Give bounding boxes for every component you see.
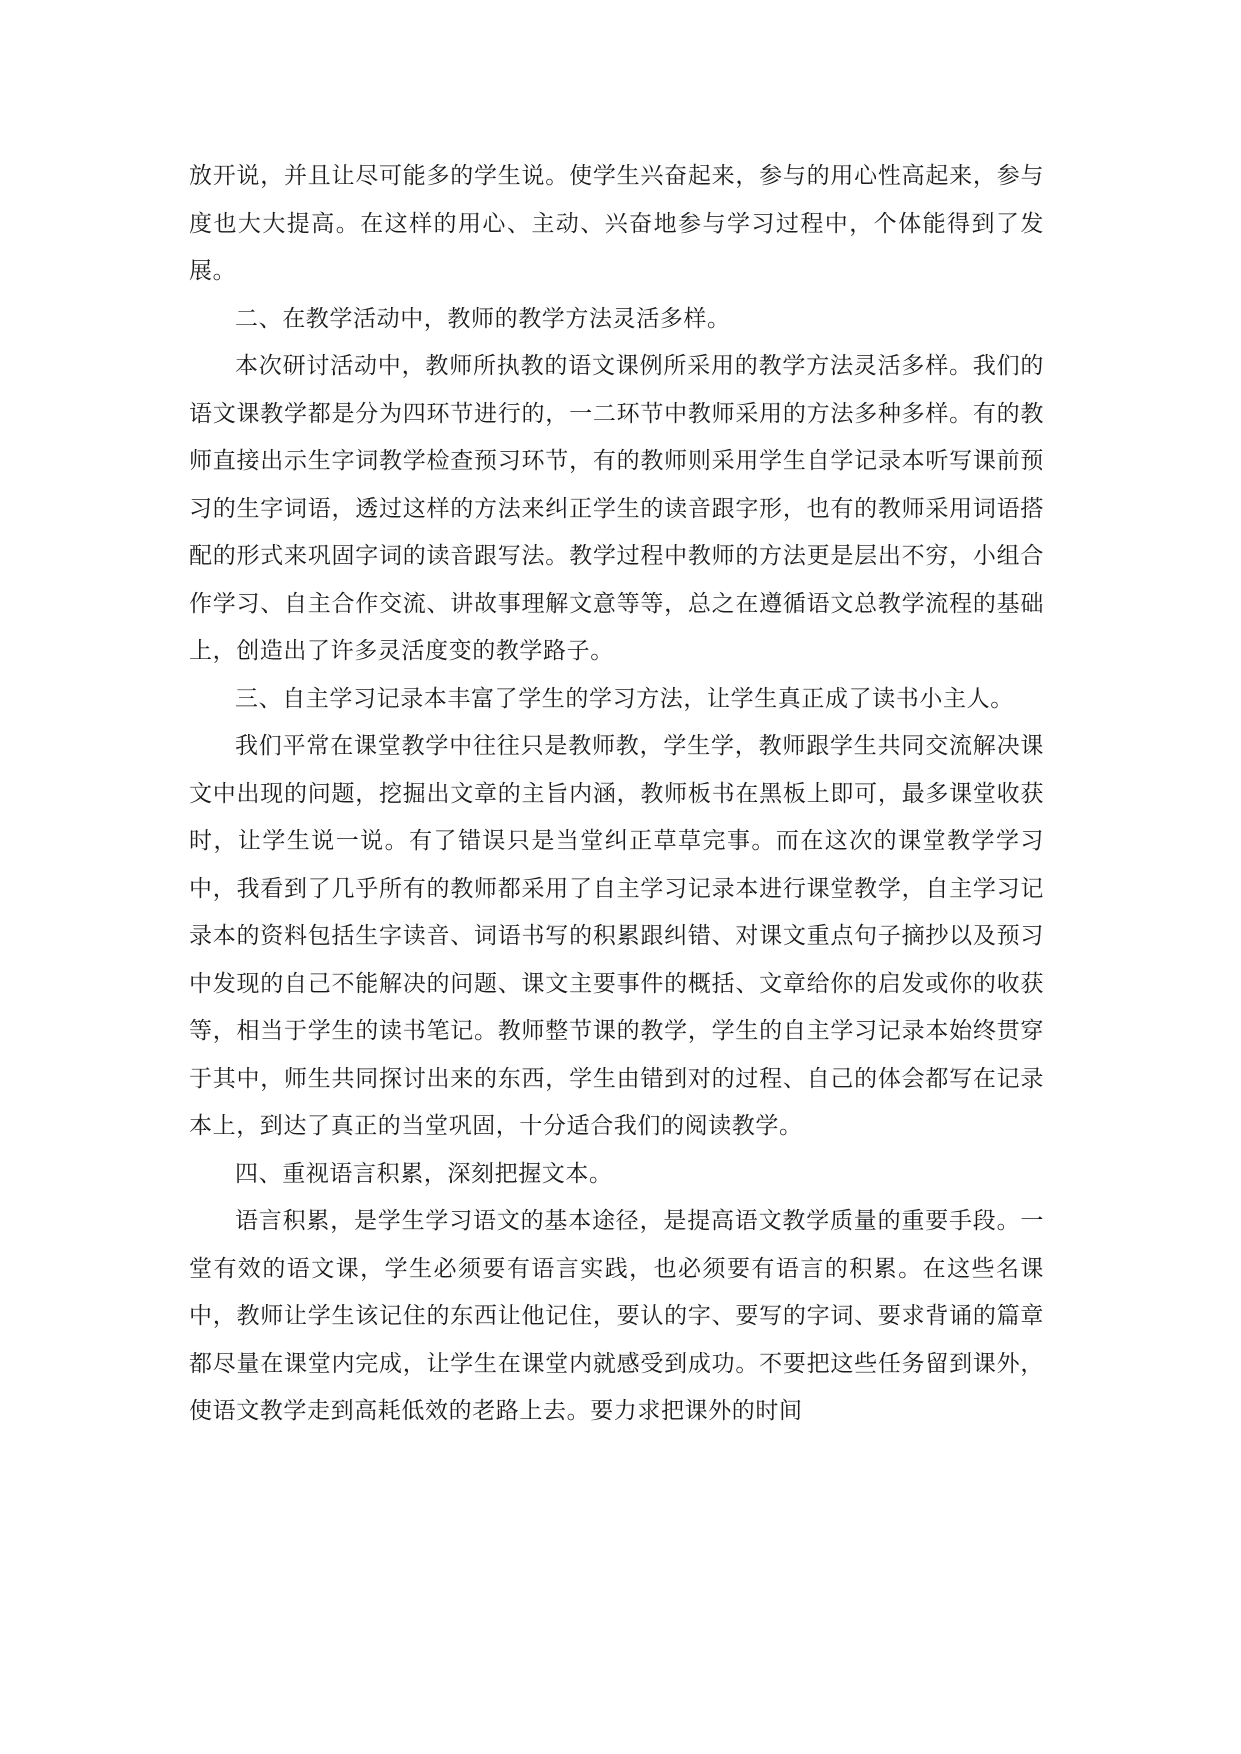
- paragraph-language-accumulation: 语言积累，是学生学习语文的基本途径，是提高语文教学质量的重要手段。一堂有效的语文课，学生必须要有语言实践，也必须要有语言的积累。在这些名课中，教师让学生该记住的东西让他记住，要认的字、要写的字词、要求背诵的篇章都尽量在课堂内完成，让学生在课堂内就感受到成功。不要把这些任务留到课外，使语文教学走到高耗低效的老路上去。要力求把课外的时间: [189, 1208, 1044, 1424]
- section-heading-3: 三、自主学习记录本丰富了学生的学习方法，让学生真正成了读书小主人。: [235, 685, 1014, 712]
- paragraph-study-notebook: 我们平常在课堂教学中往往只是教师教，学生学，教师跟学生共同交流解决课文中出现的问题，挖掘出文章的主旨内涵，教师板书在黑板上即可，最多课堂收获时，让学生说一说。有了错误只是当堂纠正草草完事。而在这次的课堂教学学习中，我看到了几乎所有的教师都采用了自主学习记录本进行课堂教学，自主学习记录本的资料包括生字读音、词语书写的积累跟纠错、对课文重点句子摘抄以及预习中发现的自己不能解决的问题、课文主要事件的概括、文章给你的启发或你的收获等，相当于学生的读书笔记。教师整节课的教学，学生的自主学习记录本始终贯穿于其中，师生共同探讨出来的东西，学生由错到对的过程、自己的体会都写在记录本上，到达了真正的当堂巩固，十分适合我们的阅读教学。: [189, 733, 1044, 1139]
- body-text: [189, 153, 1044, 1436]
- paragraph-continued: 放开说，并且让尽可能多的学生说。使学生兴奋起来，参与的用心性高起来，参与度也大大提高。在这样的用心、主动、兴奋地参与学习过程中，个体能得到了发展。: [189, 163, 1044, 284]
- paragraph-teaching-methods: 本次研讨活动中，教师所执教的语文课例所采用的教学方法灵活多样。我们的语文课教学都是分为四环节进行的，一二环节中教师采用的方法多种多样。有的教师直接出示生字词教学检查预习环节，有的教师则采用学生自学记录本听写课前预习的生字词语，透过这样的方法来纠正学生的读音跟字形，也有的教师采用词语搭配的形式来巩固字词的读音跟写法。教学过程中教师的方法更是层出不穷，小组合作学习、自主合作交流、讲故事理解文意等等，总之在遵循语文总教学流程的基础上，创造出了许多灵活度变的教学路子。: [189, 353, 1044, 664]
- section-heading-4: 四、重视语言积累，深刻把握文本。: [235, 1160, 613, 1187]
- section-heading-2: 二、在教学活动中，教师的教学方法灵活多样。: [235, 305, 731, 332]
